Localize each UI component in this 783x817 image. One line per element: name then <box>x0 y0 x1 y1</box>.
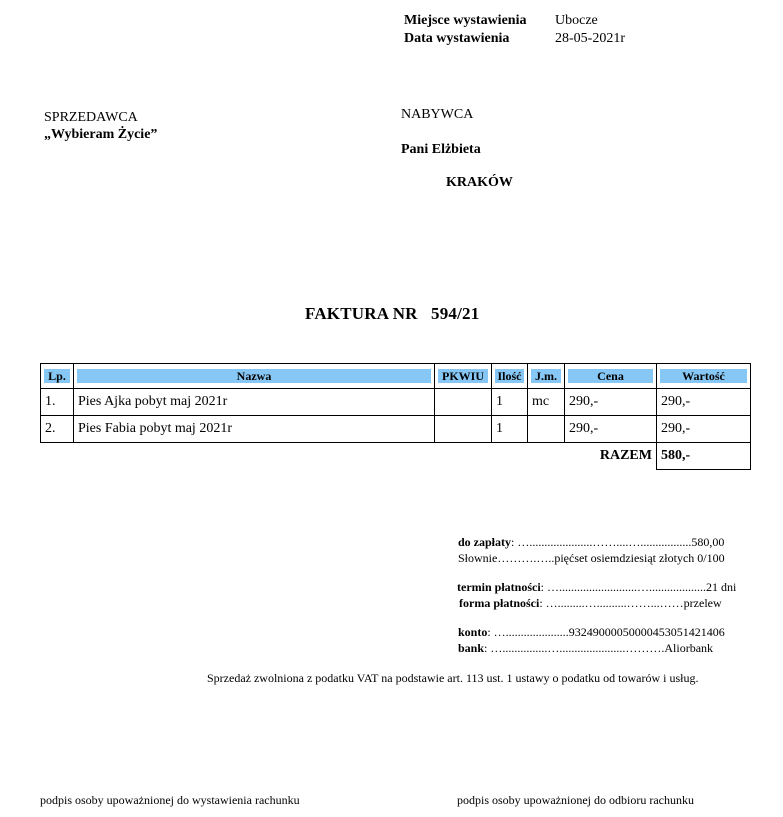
bank-fill: : …...............…......................………. <box>484 641 665 655</box>
seller-heading: SPRZEDAWCA <box>44 110 138 125</box>
cell-qty: 1 <box>492 389 528 416</box>
payment-due-line <box>458 535 724 550</box>
buyer-city: KRAKÓW <box>446 175 513 190</box>
table-header-row <box>41 364 751 389</box>
words-fill: ……….….. <box>497 551 555 565</box>
table-row <box>41 389 751 416</box>
invoice-title: FAKTURA NR 594/21 <box>305 304 480 323</box>
payment-term-line <box>457 580 736 595</box>
form-fill: : ….........…..........……...…… <box>539 596 684 610</box>
form-value: przelew <box>683 596 722 610</box>
total-value: 580,- <box>657 443 751 470</box>
cell-price: 290,- <box>565 389 657 416</box>
cell-value: 290,- <box>657 416 751 443</box>
cell-name: Pies Ajka pobyt maj 2021r <box>74 389 435 416</box>
bank-value: Aliorbank <box>664 641 714 655</box>
items-table <box>40 363 751 470</box>
payment-form-line <box>459 596 722 611</box>
col-header-qty: Ilość <box>492 364 528 389</box>
cell-price: 290,- <box>565 416 657 443</box>
cell-lp: 1. <box>41 389 74 416</box>
payment-words-line <box>458 551 725 566</box>
words-label: Słownie <box>458 551 498 565</box>
payment-bank-line <box>458 641 713 656</box>
cell-unit: mc <box>528 389 565 416</box>
cell-pkwiu <box>435 389 492 416</box>
place-value: Ubocze <box>555 13 598 28</box>
total-label: RAZEM <box>599 448 652 464</box>
due-fill: : ….....................……....…................. <box>511 535 692 549</box>
total-row <box>41 443 751 470</box>
term-label: termin płatności <box>457 580 541 594</box>
place-label: Miejsce wystawienia <box>404 13 527 28</box>
term-fill: : …..........................…................... <box>540 580 707 594</box>
cell-unit <box>528 416 565 443</box>
account-label: konto <box>458 625 488 639</box>
cell-name: Pies Fabia pobyt maj 2021r <box>74 416 435 443</box>
cell-value: 290,- <box>657 389 751 416</box>
cell-pkwiu <box>435 416 492 443</box>
issuer-signature-caption: podpis osoby upoważnionej do wystawienia rachunku <box>40 793 300 807</box>
account-value: 93249000050000453051421406 <box>568 625 725 639</box>
due-label: do zapłaty <box>458 535 512 549</box>
payment-account-line <box>458 625 725 640</box>
due-value: 580,00 <box>691 535 725 549</box>
table-row <box>41 416 751 443</box>
term-value: 21 dni <box>706 580 737 594</box>
col-header-unit: J.m. <box>528 364 565 389</box>
seller-name: „Wybieram Życie” <box>44 127 158 142</box>
cell-qty: 1 <box>492 416 528 443</box>
col-header-value: Wartość <box>657 364 751 389</box>
bank-label: bank <box>458 641 485 655</box>
col-header-name: Nazwa <box>74 364 435 389</box>
col-header-price: Cena <box>565 364 657 389</box>
col-header-pkwiu: PKWIU <box>435 364 492 389</box>
words-value: pięćset osiemdziesiąt złotych 0/100 <box>554 551 725 565</box>
account-fill: : …..................... <box>487 625 569 639</box>
buyer-heading: NABYWCA <box>401 107 474 122</box>
form-label: forma płatności <box>459 596 540 610</box>
cell-lp: 2. <box>41 416 74 443</box>
buyer-name: Pani Elżbieta <box>401 142 481 157</box>
date-value: 28-05-2021r <box>555 31 625 46</box>
vat-exemption-note: Sprzedaż zwolniona z podatku VAT na podstawie art. 113 ust. 1 ustawy o podatku od towarów i usług. <box>207 671 699 685</box>
receiver-signature-caption: podpis osoby upoważnionej do odbioru rachunku <box>457 793 694 807</box>
date-label: Data wystawienia <box>404 31 510 46</box>
col-header-lp: Lp. <box>41 364 74 389</box>
